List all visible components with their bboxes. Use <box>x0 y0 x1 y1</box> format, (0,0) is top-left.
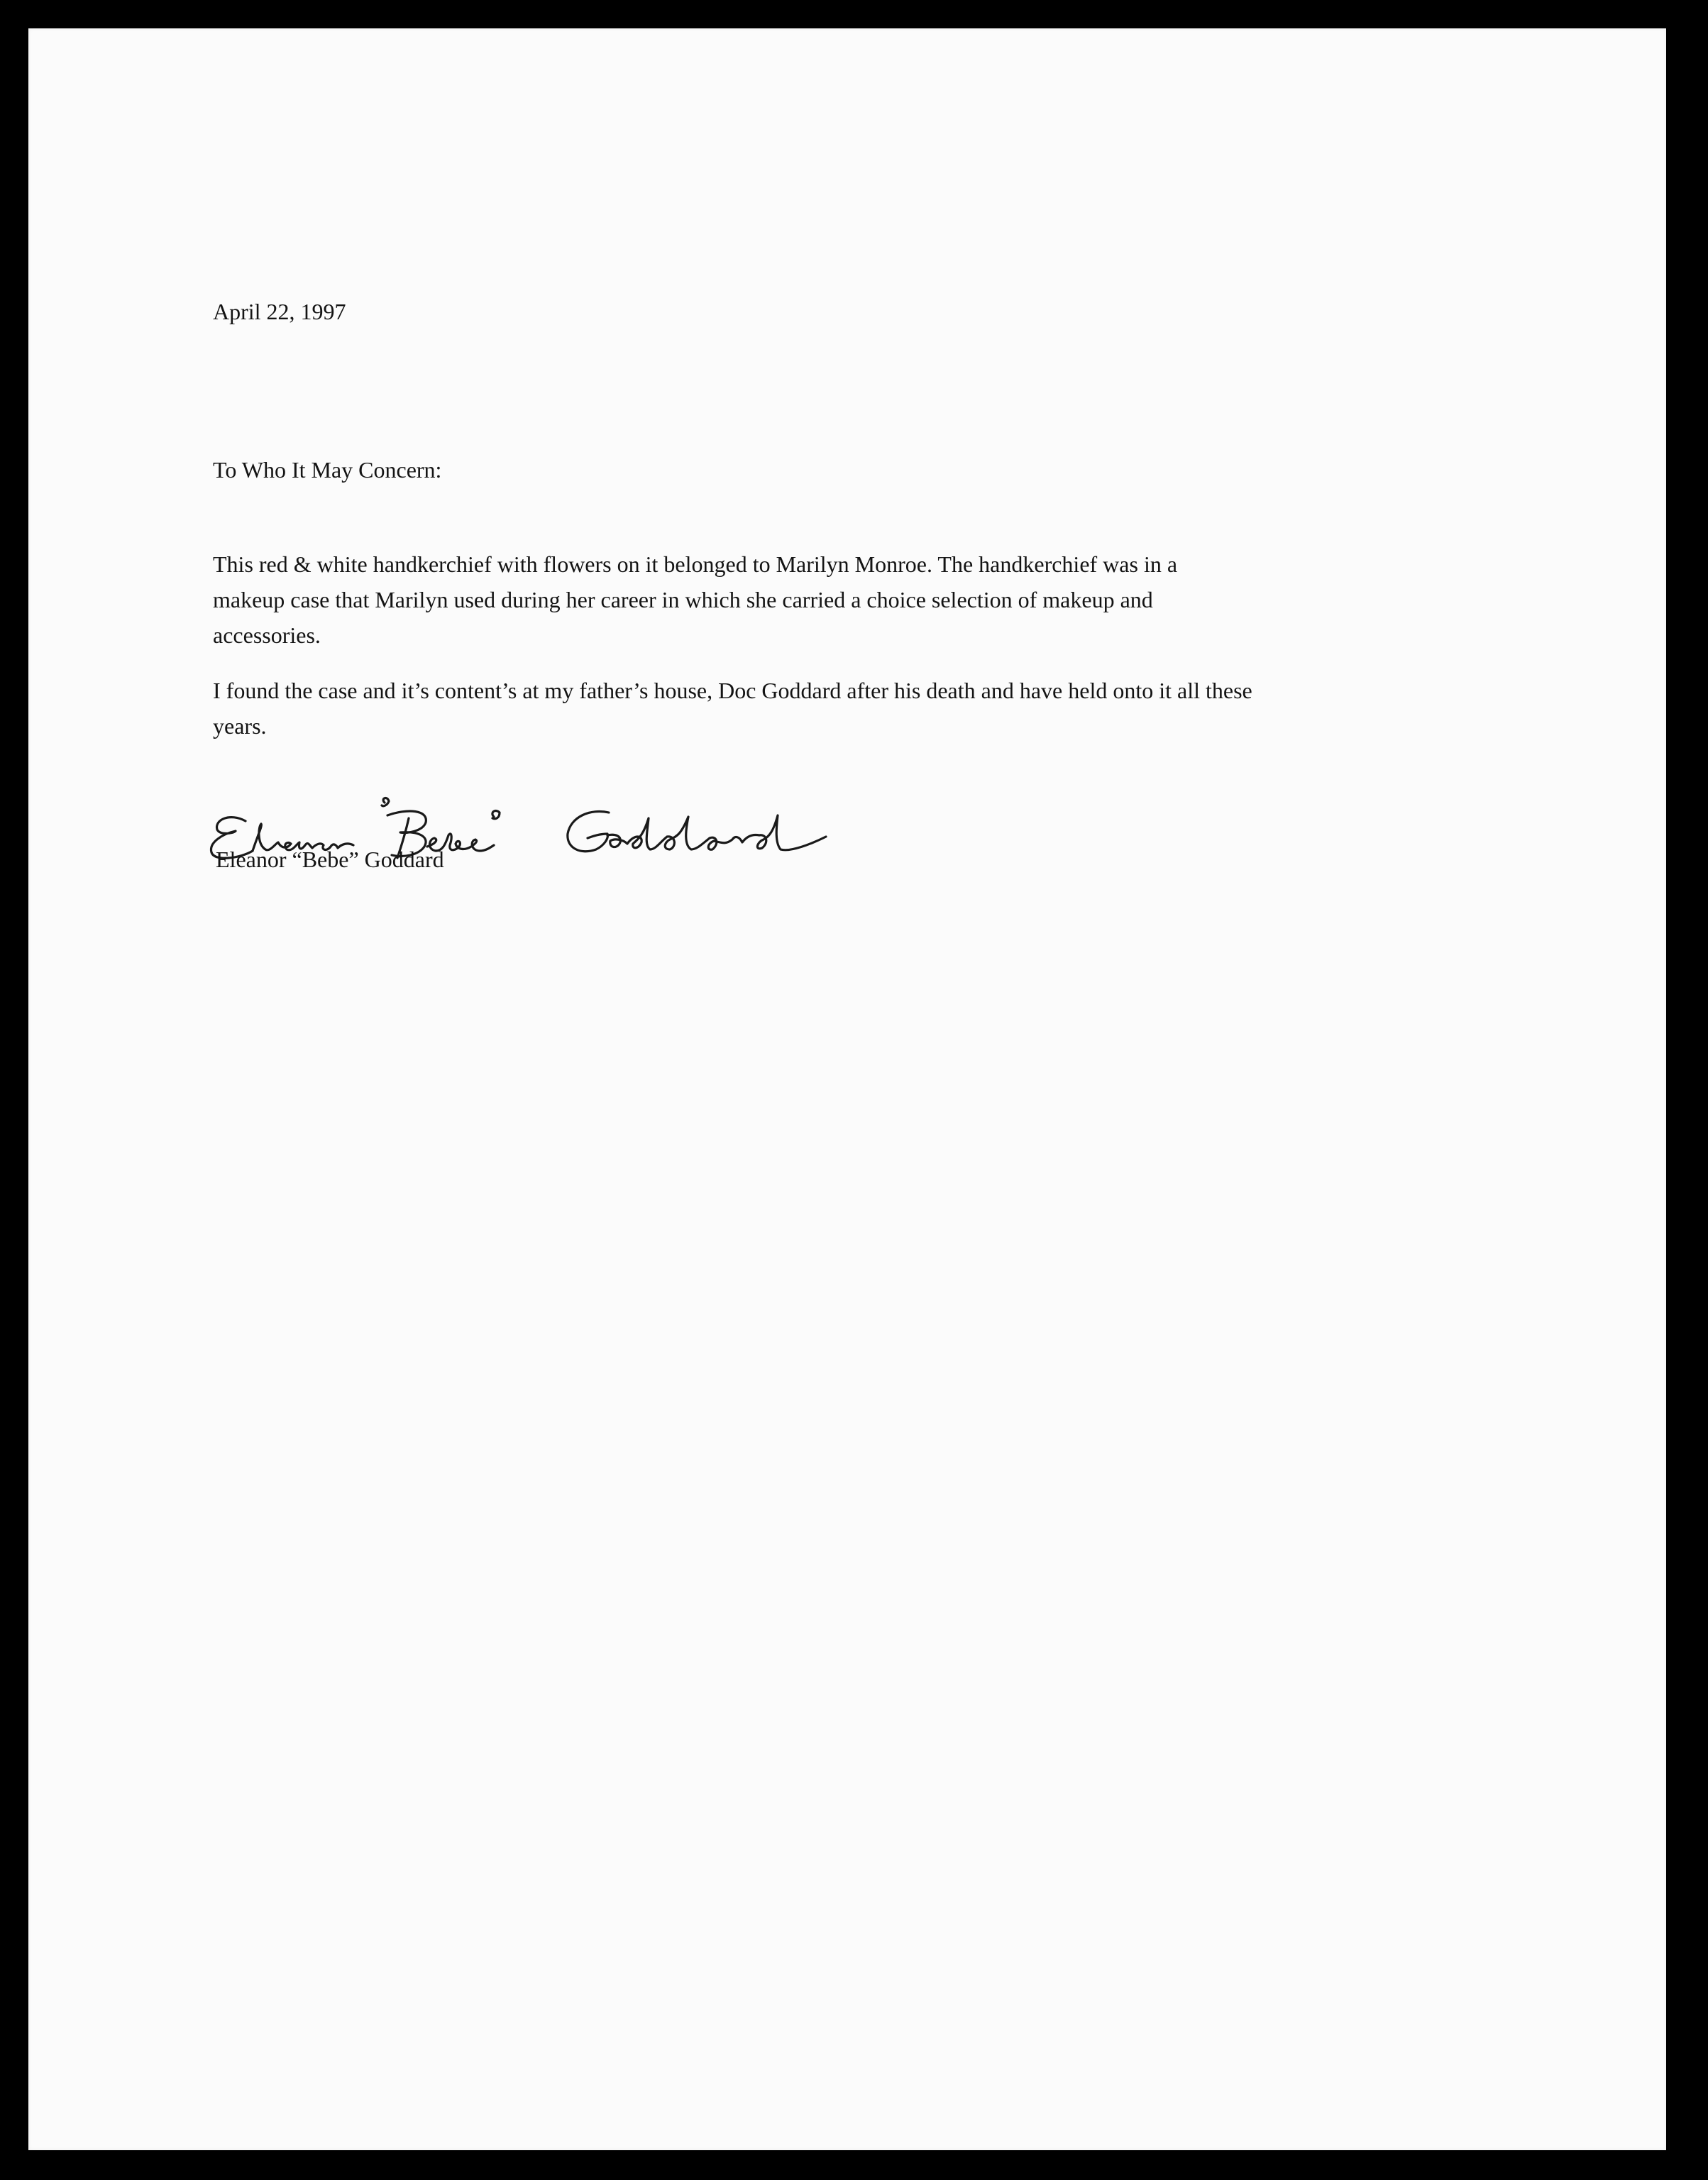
signature-stroke-g <box>568 811 609 851</box>
paragraph-2 <box>213 673 1252 744</box>
paragraph-2-line-2: years. <box>213 713 267 739</box>
letter-date: April 22, 1997 <box>213 299 346 324</box>
paragraph-1-line-2: makeup case that Marilyn used during her career in which she carried a choice selection of makeup and <box>213 587 1153 612</box>
paragraph-1-line-1: This red & white handkerchief with flowers on it belonged to Marilyn Monroe. The handkerchief was in a <box>213 551 1178 577</box>
letter-salutation: To Who It May Concern: <box>213 457 442 483</box>
signature-stroke-oddard <box>607 815 826 850</box>
signature-stroke-quote-left <box>382 798 389 806</box>
signature-stroke-quote-right <box>492 811 500 819</box>
paragraph-2-line-1: I found the case and it’s content’s at my father’s house, Doc Goddard after his death and have held onto it all these <box>213 678 1252 703</box>
printed-name: Eleanor “Bebe” Goddard <box>216 847 444 872</box>
paragraph-1-line-3: accessories. <box>213 622 321 648</box>
letter-page <box>28 28 1666 2150</box>
paragraph-1 <box>213 546 1177 653</box>
